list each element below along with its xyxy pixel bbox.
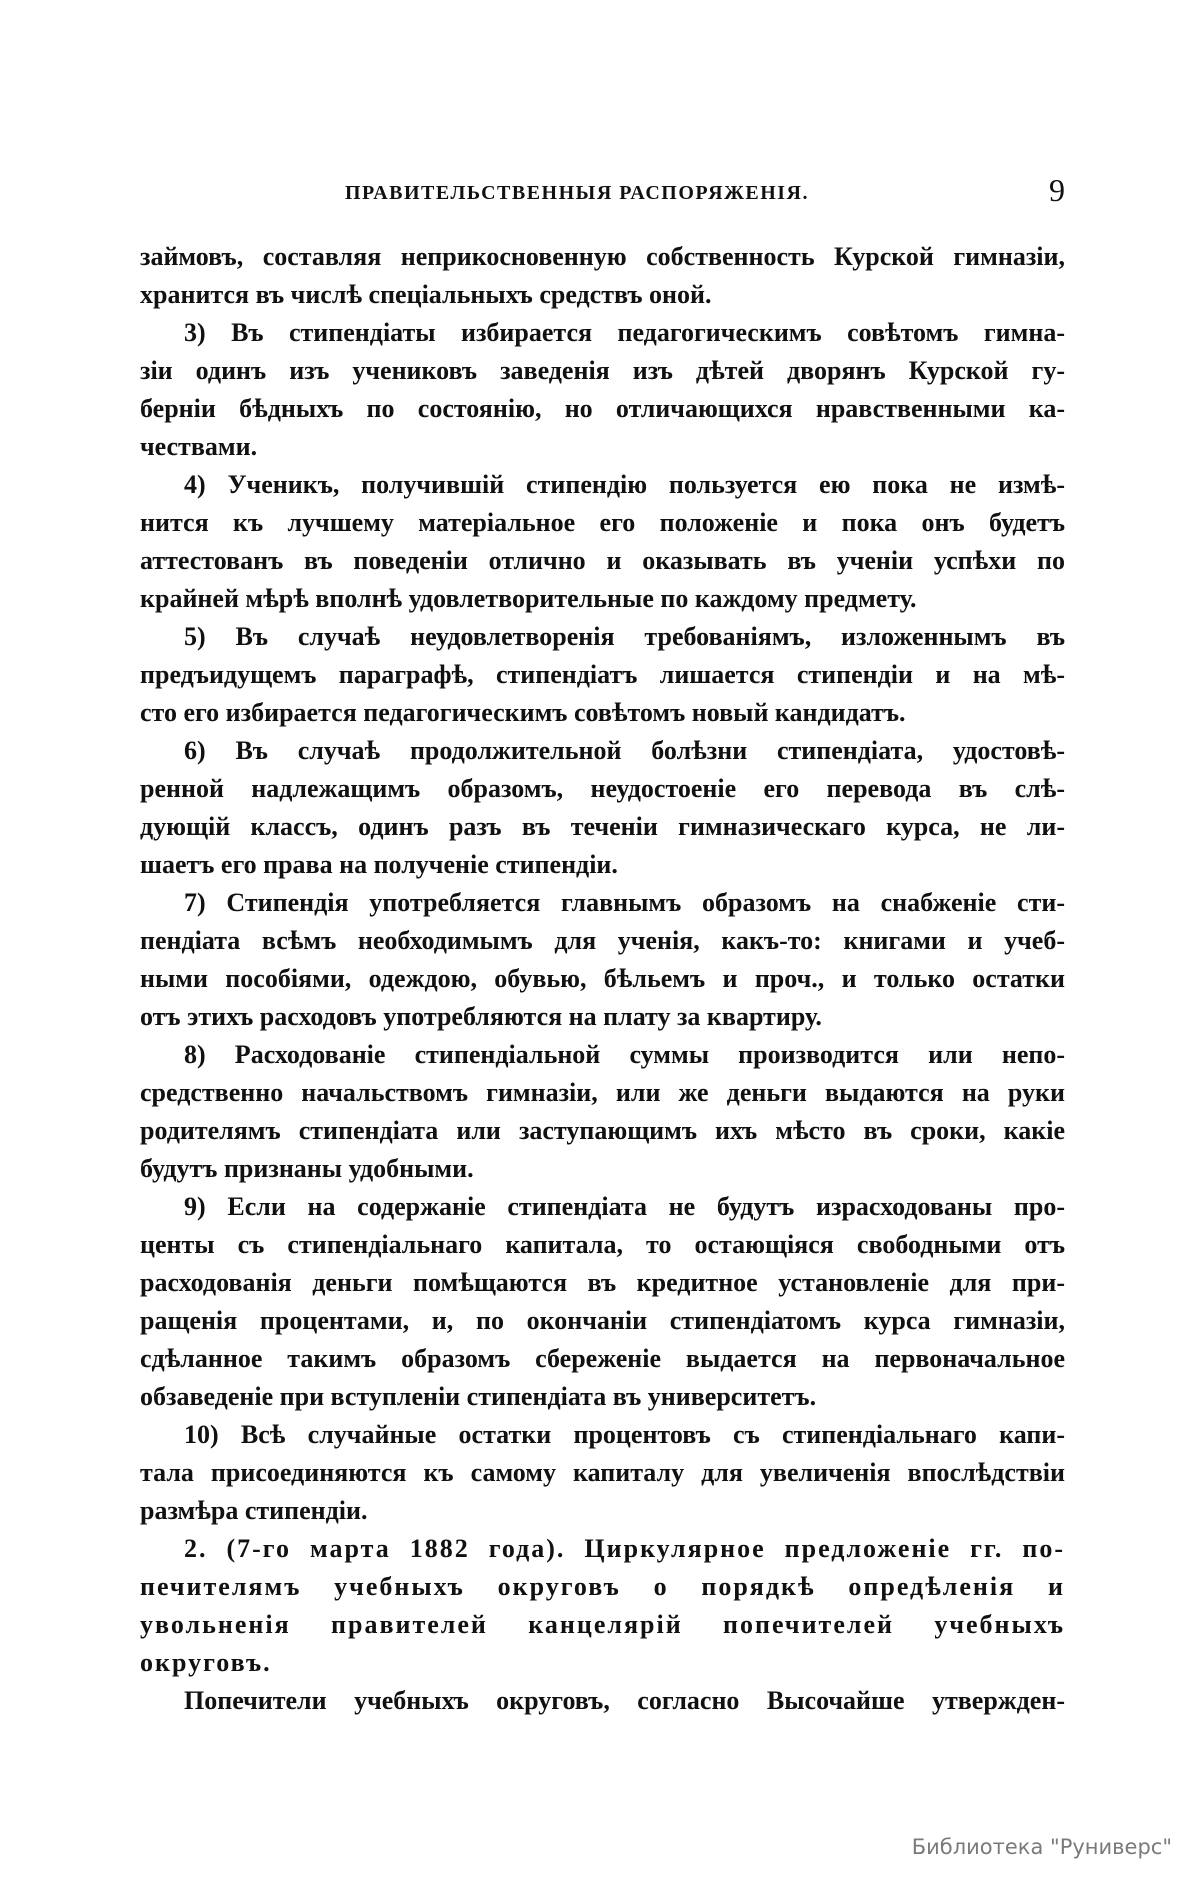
paragraph [140, 466, 1065, 618]
page-header [140, 172, 1065, 218]
text-line: чествами. [140, 432, 258, 461]
text-line: 9) Если на содержаніе стипендіата не будутъ израсходованы про- [184, 1192, 1065, 1221]
text-line: отъ этихъ расходовъ употребляются на плату за квартиру. [140, 1002, 822, 1031]
text-line: центы съ стипендіальнаго капитала, то остающіяся свободными отъ [140, 1230, 1065, 1259]
text-line: ренной надлежащимъ образомъ, неудостоеніе его перевода въ слѣ- [140, 774, 1065, 803]
paragraph [140, 1682, 1065, 1720]
text-line: 5) Въ случаѣ неудовлетворенія требованіямъ, изложеннымъ въ [184, 622, 1065, 651]
paragraph [140, 1530, 1065, 1682]
text-line: обзаведеніе при вступленіи стипендіата въ университетъ. [140, 1382, 817, 1411]
text-line: расходованія деньги помѣщаются въ кредитное установленіе для при- [140, 1268, 1065, 1297]
text-line: крайней мѣрѣ вполнѣ удовлетворительные по каждому предмету. [140, 584, 917, 613]
text-line: ными пособіями, одеждою, обувью, бѣльемъ и проч., и только остатки [140, 964, 1065, 993]
text-line: округовъ. [140, 1648, 272, 1677]
text-line: шаетъ его права на полученіе стипендіи. [140, 850, 618, 879]
text-line: предъидущемъ параграфѣ, стипендіатъ лишается стипендіи и на мѣ- [140, 660, 1065, 689]
text-line: будутъ признаны удобными. [140, 1154, 474, 1183]
text-line: родителямъ стипендіата или заступающимъ ихъ мѣсто въ сроки, какіе [140, 1116, 1065, 1145]
text-line: 3) Въ стипендіаты избирается педагогическимъ совѣтомъ гимна- [184, 318, 1065, 347]
paragraph [140, 238, 1065, 314]
page-body [140, 238, 1065, 1720]
text-line: 4) Ученикъ, получившій стипендію пользуется ею пока не измѣ- [184, 470, 1065, 499]
text-line: 10) Всѣ случайные остатки процентовъ съ стипендіальнаго капи- [184, 1420, 1065, 1449]
text-line: тала присоединяются къ самому капиталу для увеличенія впослѣдствіи [140, 1458, 1065, 1487]
text-line: печителямъ учебныхъ округовъ о порядкѣ опредѣленія и [140, 1572, 1065, 1601]
page-number: 9 [1049, 172, 1065, 208]
text-line: размѣра стипендіи. [140, 1496, 368, 1525]
text-line: дующій классъ, одинъ разъ въ теченіи гимназическаго курса, не ли- [140, 812, 1065, 841]
text-line: берніи бѣдныхъ по состоянію, но отличающихся нравственными ка- [140, 394, 1065, 423]
paragraph [140, 884, 1065, 1036]
text-line: сдѣланное такимъ образомъ сбереженіе выдается на первоначальное [140, 1344, 1065, 1373]
library-watermark: Библиотека "Руниверс" [911, 1835, 1172, 1859]
paragraph [140, 618, 1065, 732]
text-line: 7) Стипендія употребляется главнымъ образомъ на снабженіе сти- [184, 888, 1065, 917]
text-line: Попечители учебныхъ округовъ, согласно Высочайше утвержден- [184, 1686, 1065, 1715]
running-title: ПРАВИТЕЛЬСТВЕННЫЯ РАСПОРЯЖЕНІЯ. [345, 182, 809, 204]
paragraph [140, 1416, 1065, 1530]
text-line: зіи одинъ изъ учениковъ заведенія изъ дѣтей дворянъ Курской гу- [140, 356, 1065, 385]
paragraph [140, 314, 1065, 466]
text-line: средственно начальствомъ гимназіи, или же деньги выдаются на руки [140, 1078, 1065, 1107]
paragraph [140, 1036, 1065, 1188]
text-line: ращенія процентами, и, по окончаніи стипендіатомъ курса гимназіи, [140, 1306, 1065, 1335]
text-line: займовъ, составляя неприкосновенную собственность Курской гимназіи, [140, 242, 1065, 271]
text-line: пендіата всѣмъ необходимымъ для ученія, какъ-то: книгами и учеб- [140, 926, 1065, 955]
text-line: нится къ лучшему матеріальное его положеніе и пока онъ будетъ [140, 508, 1065, 537]
text-line: 8) Расходованіе стипендіальной суммы производится или непо- [184, 1040, 1065, 1069]
text-line: 2. (7-го марта 1882 года). Циркулярное предложеніе гг. по- [184, 1534, 1065, 1563]
text-line: сто его избирается педагогическимъ совѣтомъ новый кандидатъ. [140, 698, 906, 727]
paragraph [140, 1188, 1065, 1416]
text-line: хранится въ числѣ спеціальныхъ средствъ оной. [140, 280, 712, 309]
paragraph [140, 732, 1065, 884]
text-line: увольненія правителей канцелярій попечителей учебныхъ [140, 1610, 1065, 1639]
text-line: 6) Въ случаѣ продолжительной болѣзни стипендіата, удостовѣ- [184, 736, 1065, 765]
text-line: аттестованъ въ поведеніи отлично и оказывать въ ученіи успѣхи по [140, 546, 1065, 575]
